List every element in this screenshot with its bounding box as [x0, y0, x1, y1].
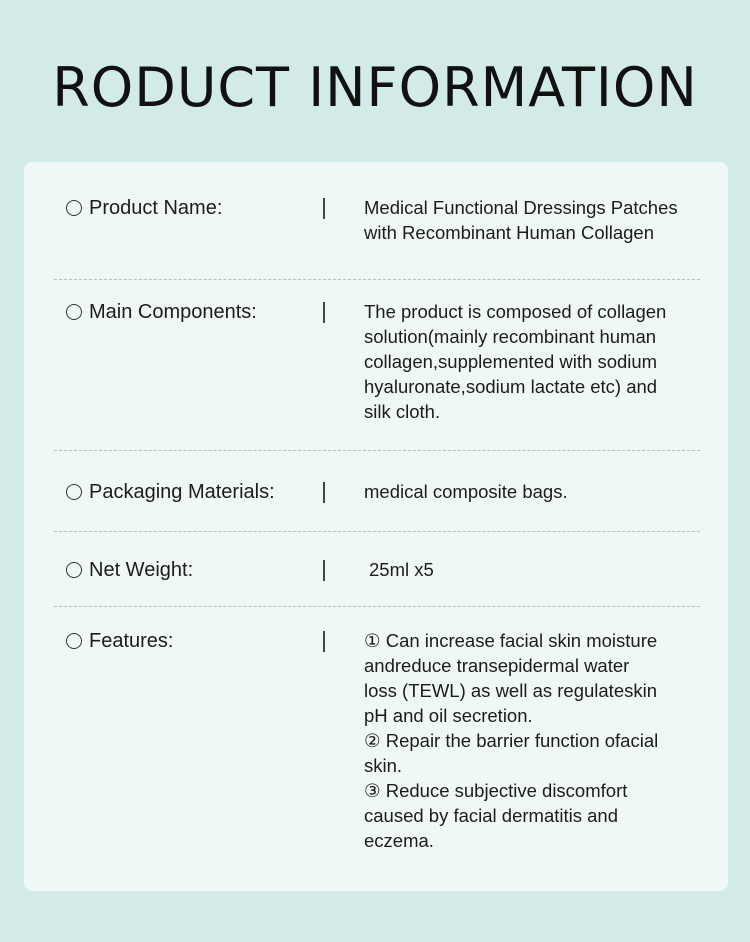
- product-name-label-text: Product Name:: [89, 197, 223, 219]
- value-line: hyaluronate,sodium lactate etc) and: [364, 376, 658, 397]
- net-weight-label-text: Net Weight:: [89, 559, 194, 581]
- value-line: eczema.: [364, 830, 434, 851]
- value-line: ① Can increase facial skin moisture: [364, 630, 658, 651]
- dashed-divider: [54, 450, 700, 451]
- value-line: skin.: [364, 755, 403, 776]
- page-title: RODUCT INFORMATION: [52, 56, 698, 119]
- net-weight-label: [66, 557, 193, 583]
- features-label-text: Features:: [89, 630, 174, 652]
- value-line: loss (TEWL) as well as regulateskin: [364, 680, 658, 701]
- main-components-value: [364, 299, 720, 424]
- value-line: caused by facial dermatitis and: [364, 805, 618, 826]
- circle-bullet-icon: [66, 200, 82, 216]
- value-line: silk cloth.: [364, 401, 441, 422]
- main-components-label: [66, 299, 257, 325]
- separator-bar: [323, 302, 325, 323]
- packaging-materials-label-text: Packaging Materials:: [89, 481, 275, 503]
- features-label: [66, 628, 173, 654]
- value-line: 25ml x5: [369, 559, 434, 580]
- value-line: andreduce transepidermal water: [364, 655, 630, 676]
- separator-bar: [323, 198, 325, 219]
- separator-bar: [323, 482, 325, 503]
- features-value: [364, 628, 720, 853]
- main-components-label-text: Main Components:: [89, 301, 257, 323]
- value-line: Medical Functional Dressings Patches: [364, 197, 678, 218]
- value-line: ② Repair the barrier function ofacial: [364, 730, 659, 751]
- product-name-label: [66, 195, 222, 221]
- dashed-divider: [54, 279, 700, 280]
- value-line: solution(mainly recombinant human: [364, 326, 657, 347]
- separator-bar: [323, 560, 325, 581]
- packaging-materials-value: [364, 479, 720, 504]
- value-line: medical composite bags.: [364, 481, 568, 502]
- net-weight-value: [369, 557, 725, 582]
- value-line: The product is composed of collagen: [364, 301, 667, 322]
- value-line: with Recombinant Human Collagen: [364, 222, 654, 243]
- dashed-divider: [54, 531, 700, 532]
- circle-bullet-icon: [66, 304, 82, 320]
- value-line: pH and oil secretion.: [364, 705, 533, 726]
- value-line: collagen,supplemented with sodium: [364, 351, 658, 372]
- dashed-divider: [54, 606, 700, 607]
- info-card: [24, 162, 728, 891]
- value-line: ③ Reduce subjective discomfort: [364, 780, 628, 801]
- circle-bullet-icon: [66, 484, 82, 500]
- separator-bar: [323, 631, 325, 652]
- circle-bullet-icon: [66, 562, 82, 578]
- packaging-materials-label: [66, 479, 275, 505]
- circle-bullet-icon: [66, 633, 82, 649]
- product-name-value: [364, 195, 720, 245]
